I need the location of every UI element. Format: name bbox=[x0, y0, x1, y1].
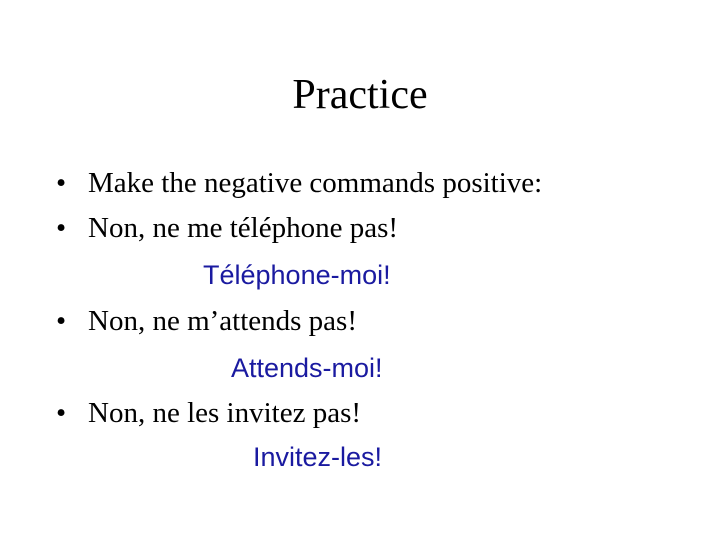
bullet-text: Non, ne m’attends pas! bbox=[88, 305, 357, 337]
bullet-icon: • bbox=[56, 305, 67, 337]
bullet-text: Make the negative commands positive: bbox=[88, 167, 543, 199]
bullet-icon: • bbox=[56, 212, 67, 244]
bullet-text: Non, ne me téléphone pas! bbox=[88, 212, 399, 244]
bullet-text: Non, ne les invitez pas! bbox=[88, 397, 362, 429]
answer-3: Invitez-les! bbox=[253, 442, 383, 472]
bullet-icon: • bbox=[56, 167, 67, 199]
answer-1: Téléphone-moi! bbox=[203, 260, 391, 290]
answer-2: Attends-moi! bbox=[231, 353, 383, 383]
bullet-icon: • bbox=[56, 397, 67, 429]
bullet-item-prompt-1 bbox=[56, 210, 398, 246]
slide-title: Practice bbox=[292, 72, 428, 118]
bullet-item-instructions bbox=[56, 165, 542, 201]
bullet-item-prompt-3 bbox=[56, 395, 361, 431]
bullet-item-prompt-2 bbox=[56, 303, 357, 339]
